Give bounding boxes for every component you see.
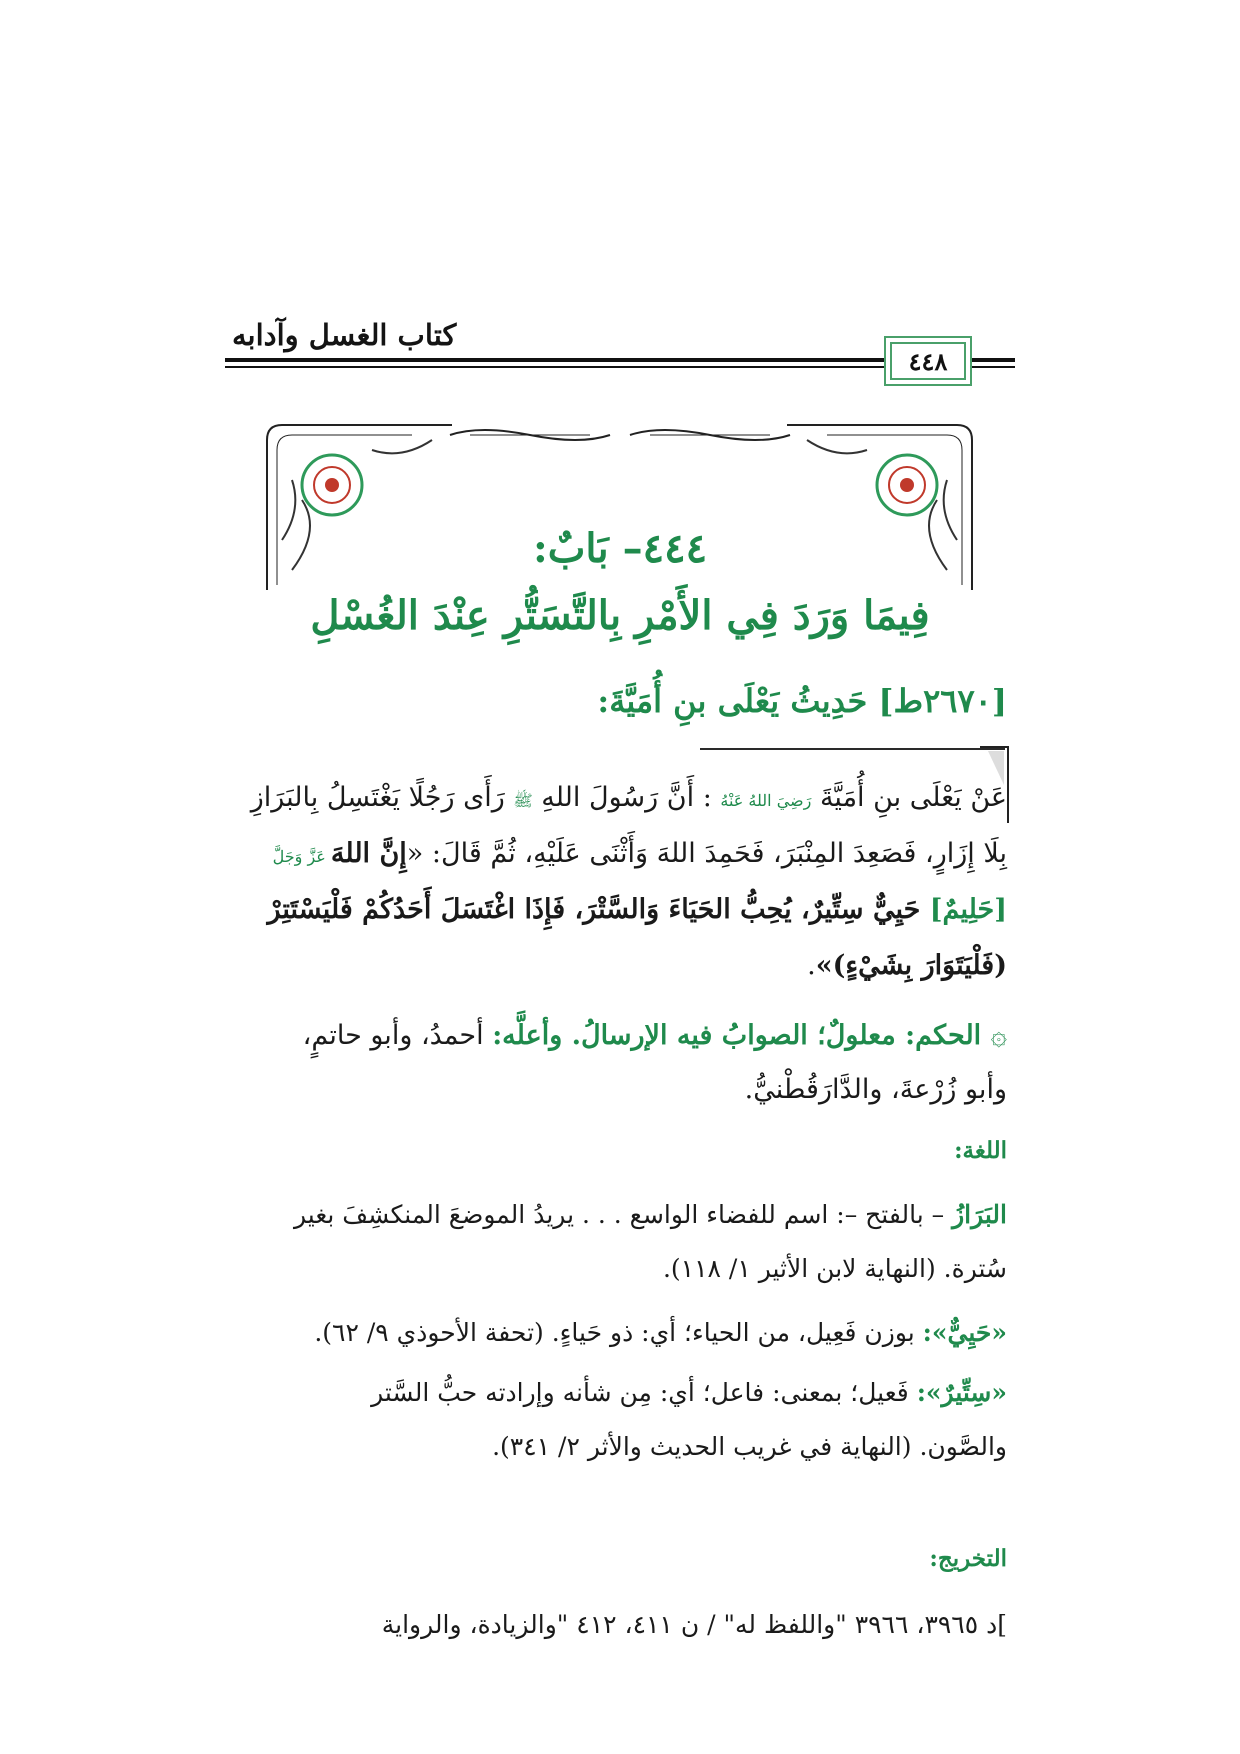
- hadith-divider: [700, 748, 1005, 750]
- glossary-entry: [371, 1378, 1007, 1407]
- takhrij-text: ]د ٣٩٦٥، ٣٩٦٦ "واللفظ له" / ن ٤١١، ٤١٢ "والزيادة، والرواية: [381, 1610, 1007, 1639]
- glossary-text: والصَّون. (النهاية في غريب الحديث والأثر ٢/ ٣٤١).: [492, 1432, 1007, 1461]
- ruling-line: [745, 1074, 1007, 1105]
- glossary-text: سُترة. (النهاية لابن الأثير ١/ ١١٨).: [662, 1254, 1007, 1283]
- glossary-text: فَعيل؛ بمعنى: فاعل؛ أي: مِن شأنه وإرادته حبُّ السَّتر: [371, 1378, 917, 1407]
- glossary-term: «حَيِيٌّ»:: [922, 1318, 1007, 1347]
- ruling-label: الحكم:: [895, 1020, 991, 1051]
- glossary-text: بوزن فَعِيل، من الحياء؛ أي: ذو حَياءٍ. (تحفة الأحوذي ٩/ ٦٢).: [314, 1318, 923, 1347]
- hadith-text-bold: إِنَّ اللهَ: [330, 838, 407, 869]
- flower-icon: ۞: [990, 1018, 1007, 1051]
- honorific: عَزَّ وَجَلَّ: [272, 847, 331, 866]
- section-label-language: اللغة:: [954, 1137, 1007, 1164]
- hadith-line: [807, 950, 1007, 981]
- ruling-verdict: معلولٌ؛ الصوابُ فيه الإرسالُ. وأعلَّه:: [492, 1020, 896, 1051]
- book-title: كتاب الغسل وآدابه: [232, 318, 457, 352]
- page-number-badge: [884, 336, 972, 386]
- section-label-takhrij: التخريج:: [929, 1545, 1007, 1572]
- hadith-text: .: [807, 950, 816, 981]
- page-number: ٤٤٨: [908, 346, 948, 376]
- hadith-text: بِلَا إِزَارٍ، فَصَعِدَ المِنْبَرَ، فَحَمِدَ اللهَ وَأَثْنَى عَلَيْهِ، ثُمَّ قَالَ: «: [406, 838, 1007, 869]
- ornament-bar-icon: [440, 423, 800, 447]
- honorific: ﷺ: [513, 791, 533, 810]
- hadith-text: : أَنَّ رَسُولَ اللهِ: [532, 782, 721, 813]
- chapter-number: ٤٤٤– بَابٌ:: [532, 525, 708, 572]
- hadith-text: (فَلْيَتَوَارَ بِشَيْءٍ)»: [815, 950, 1007, 981]
- chapter-title: فِيمَا وَرَدَ فِي الأَمْرِ بِالتَّسَتُّرِ عِنْدَ الغُسْلِ: [310, 592, 930, 639]
- ruling-names: وأبو زُرْعةَ، والدَّارَقُطْنيُّ.: [744, 1074, 1007, 1105]
- ruling-names: أحمدُ، وأبو حاتمٍ،: [302, 1020, 493, 1051]
- ruling-line: [303, 1018, 1007, 1051]
- hadith-heading: [٢٦٧٠ط] حَدِيثُ يَعْلَى بنِ أُمَيَّةَ:: [597, 682, 1007, 720]
- hadith-text: عَنْ يَعْلَى بنِ أُمَيَّةَ: [811, 782, 1007, 813]
- hadith-text: حَيِيٌّ سِتِّيرٌ، يُحِبُّ الحَيَاءَ وَالسَّتْرَ، فَإِذَا اغْتَسَلَ أَحَدُكُمْ فَلْيَسْتَتِرْ: [267, 894, 930, 925]
- hadith-line: [273, 838, 1007, 869]
- hadith-line: [251, 782, 1007, 814]
- glossary-entry: [314, 1318, 1007, 1347]
- honorific: رَضِيَ اللهُ عَنْهُ: [720, 791, 812, 810]
- glossary-term: البَرَازُ: [952, 1200, 1007, 1229]
- hadith-line: [268, 894, 1007, 925]
- hadith-text: رَأَى رَجُلًا يَغْتَسِلُ بِالبَرَازِ: [250, 782, 514, 813]
- glossary-term: «سِتِّيرٌ»:: [916, 1378, 1007, 1407]
- bracket-variant: [حَلِيمٌ]: [929, 894, 1007, 925]
- glossary-text: – بالفتح –: اسم للفضاء الواسع . . . يريدُ الموضعَ المنكشِفَ بغير: [293, 1200, 953, 1229]
- glossary-entry: [294, 1200, 1007, 1229]
